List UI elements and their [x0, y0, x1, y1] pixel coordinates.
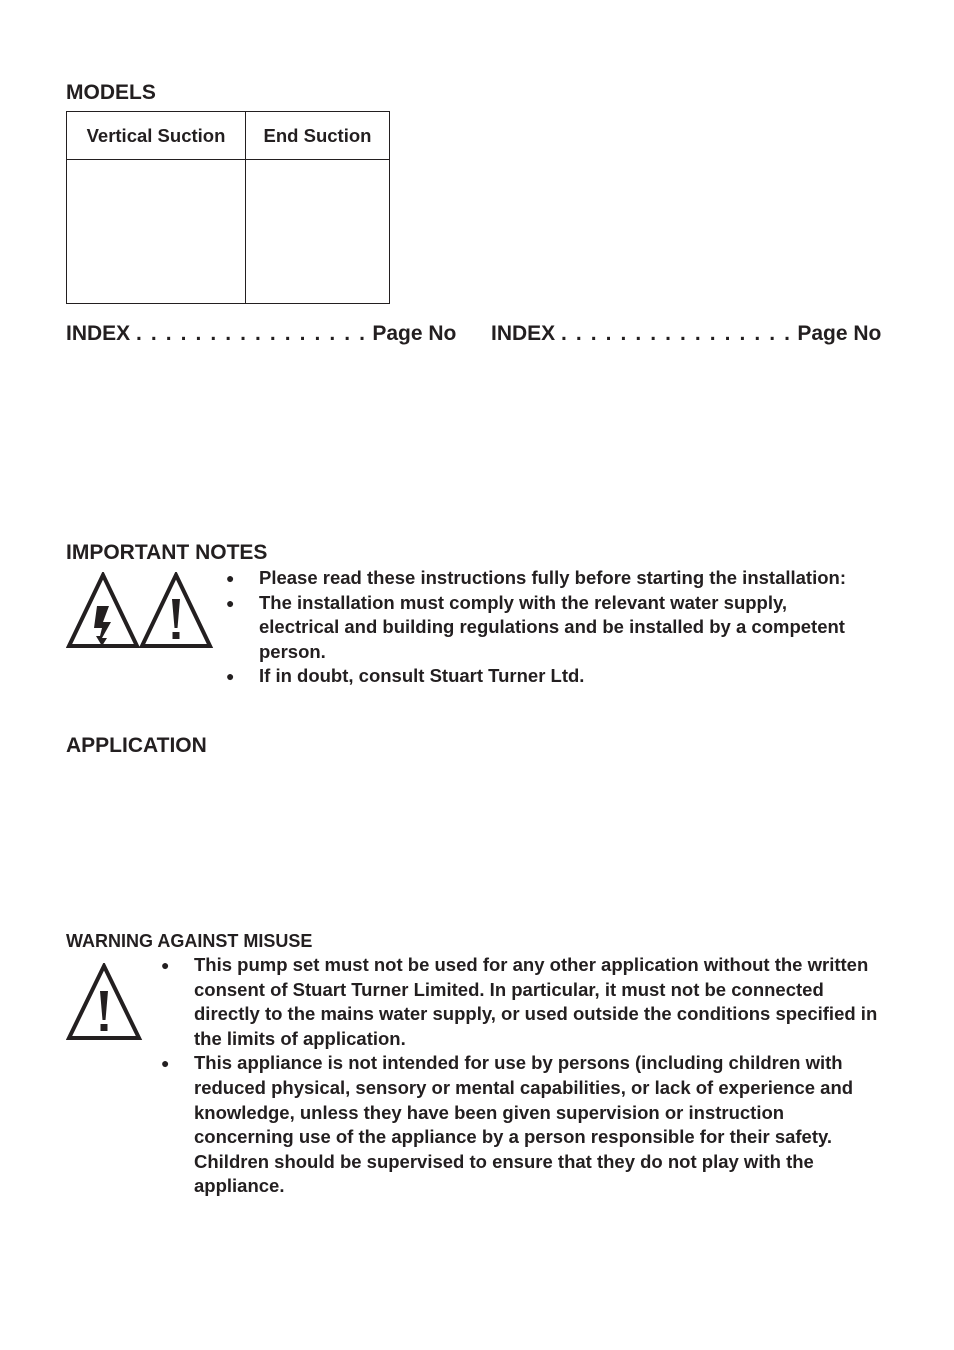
page-no-label: Page No	[372, 322, 457, 345]
important-notes-title: IMPORTANT NOTES	[66, 541, 268, 564]
models-title: MODELS	[66, 81, 156, 104]
list-item-text: If in doubt, consult Stuart Turner Ltd.	[259, 665, 585, 687]
bullet-icon: ●	[226, 668, 235, 685]
caution-icon	[69, 966, 139, 1038]
electrical-hazard-icon	[69, 575, 137, 646]
warning-misuse-list	[161, 953, 881, 1199]
models-column-header: End Suction	[246, 112, 390, 160]
list-item	[161, 953, 881, 1051]
warning-misuse-icons	[66, 963, 144, 1043]
index-dots: . . . . . . . . . . . . . . . .	[136, 322, 367, 345]
models-cell-end-suction	[246, 160, 390, 304]
list-item	[226, 591, 866, 665]
models-column-header: Vertical Suction	[67, 112, 246, 160]
important-notes-list	[226, 566, 866, 689]
list-item	[161, 1051, 881, 1199]
list-item-text: The installation must comply with the relevant water supply, electrical and building regulations and be installed by a competent person.	[259, 591, 845, 662]
list-item-text: This appliance is not intended for use by persons (including children with reduced physical, sensory or mental capabilities, or lack of experience and knowledge, unless they have been given supervision or instruction concerning use of the appliance by a person responsible for their safety.	[194, 1052, 854, 1148]
models-table	[66, 111, 390, 304]
supervision-note: Children should be supervised to ensure that they do not play with the appliance.	[194, 1150, 814, 1197]
page-no-label: Page No	[797, 322, 882, 345]
index-label: INDEX	[491, 322, 556, 345]
important-notes-icons	[66, 572, 214, 650]
bullet-icon: ●	[161, 1055, 170, 1072]
index-dots: . . . . . . . . . . . . . . . .	[561, 322, 792, 345]
list-item-text: This pump set must not be used for any other application without the written consent of Stuart Turner Limited. In particular, it must not be connected directly to the mains water supply, or used outside the conditions specified in the limits of application.	[194, 954, 878, 1049]
index-header-right	[491, 322, 881, 346]
bullet-icon: ●	[226, 594, 235, 611]
list-item	[226, 664, 866, 689]
application-title: APPLICATION	[66, 734, 207, 757]
warning-misuse-title: WARNING AGAINST MISUSE	[66, 931, 313, 951]
caution-icon	[142, 575, 210, 646]
bullet-icon: ●	[161, 957, 170, 973]
models-cell-vertical-suction	[67, 160, 246, 304]
bullet-icon: ●	[226, 570, 235, 586]
list-item	[226, 566, 866, 591]
index-header-left	[66, 322, 456, 346]
list-item-text: Please read these instructions fully before starting the installation:	[259, 567, 846, 588]
index-label: INDEX	[66, 322, 131, 345]
